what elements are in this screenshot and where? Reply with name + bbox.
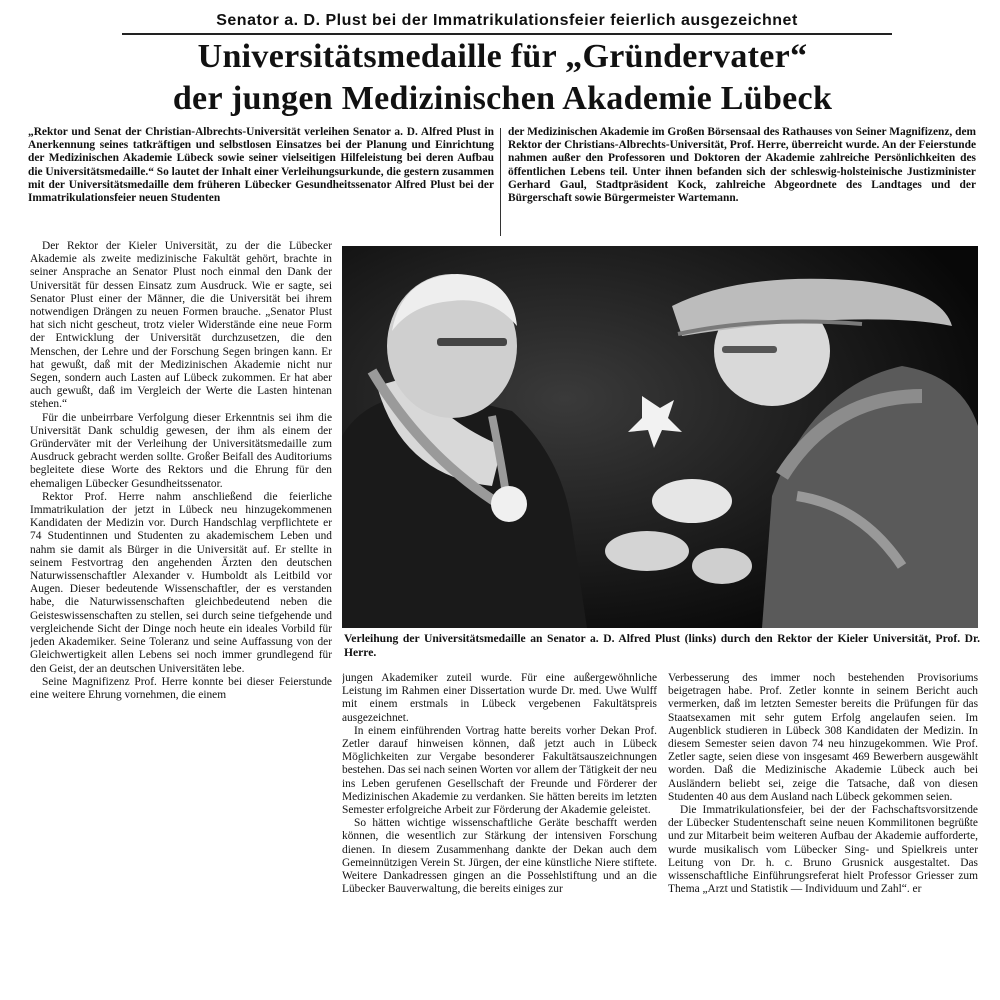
body-paragraph: Verbesserung des immer noch bestehenden Provisoriums beigetragen habe. Prof. Zetler konnte in seinem Bericht auch vermerken, daß im letzten Semester bereits die Prüfungen für das Staatsexamen mit sehr gutem Erfolg angelaufen seien. Im Augenblick studieren in Lübeck 308 Kandidaten der Medizin. In diesem Semester seien davon 74 neu hinzugekommen. Wie Prof. Zetler sagte, seien diese von insgesamt 469 Bewerbern ausgewählt worden. Daß die Medizinische Akademie Lübeck auch bei Ausländern beliebt sei, zeige die Tatsache, daß von diesen Studenten 40 aus dem Ausland nach Lübeck gekommen seien. xyxy=(668,672,978,803)
body-paragraph: Rektor Prof. Herre nahm anschließend die feierliche Immatrikulation der jetzt in Lübeck neu hinzugekommenen Kandidaten der Medizin vor. Durch Handschlag verpflichtete er 74 Studentinnen und Studenten zu akademischem Leben und nahm sie damit als Bürger in die Universität auf. Er stellte in seinem Festvortrag den angehenden Ärzten den deutschen Naturwissenschaftler Alexander v. Humboldt als Leitbild vor Augen. Dieser bedeutende Wissenschaftler, der es verstanden habe, die Naturwissenschaften gleichbedeutend neben die Geisteswissenschaften zu stellen, sei durch seine tiefgehende und vergleichende Sicht der Dinge noch heute ein ideales Vorbild für jeden Akademiker. Seine Toleranz und seine Auffassung von der Gleichwertigkeit allen Lebens sei noch immer grundlegend für den Geist, der an deutschen Universitäten lebe. xyxy=(30,490,332,675)
lead-left-text: „Rektor und Senat der Christian-Albrechts-Universität verleihen Senator a. D. Alfred Plust in Anerkennung seines tatkräftigen und selbstlosen Einsatzes bei der Planung und Einrichtung der Medizinischen Akademie Lübeck sowie seiner vielseitigen Hilfeleistung bei deren Aufbau die Universitätsmedaille.“ So lautet der Inhalt einer Verleihungsurkunde, die gestern zusammen mit der Universitätsmedaille dem früheren Lübecker Gesundheitssenator Alfred Plust bei der Immatrikulationsfeier neuen Studenten xyxy=(28,126,494,205)
headline-line-1: Universitätsmedaille für „Gründervater“ xyxy=(197,38,808,75)
kicker-line: Senator a. D. Plust bei der Immatrikulationsfeier feierlich ausgezeichnet xyxy=(122,9,892,35)
headline xyxy=(20,36,985,120)
body-column-1 xyxy=(30,240,332,992)
body-column-3 xyxy=(668,672,978,994)
photo-caption: Verleihung der Universitätsmedaille an Senator a. D. Alfred Plust (links) durch den Rektor der Kieler Universität, Prof. Dr. Herre. xyxy=(344,632,980,659)
body-paragraph: Seine Magnifizenz Prof. Herre konnte bei dieser Feierstunde eine weitere Ehrung vornehmen, die einem xyxy=(30,675,332,701)
lead-paragraph-left xyxy=(28,126,494,205)
body-paragraph: In einem einführenden Vortrag hatte bereits vorher Dekan Prof. Zetler darauf hinweisen können, daß jetzt auch in Lübeck Möglichkeiten zur Vergabe besonderer Fakultätsauszeichnungen bestehen. Das sei nach seinen Worten vor allem der Tätigkeit der neu ins Leben gerufenen Gesellschaft der Freunde und Förderer der Medizinischen Akademie zu verdanken. Sie hätten bereits im letzten Semester erfolgreiche Arbeit zur Förderung der Akademie geleistet. xyxy=(342,724,657,817)
body-column-2 xyxy=(342,672,657,994)
body-paragraph: Die Immatrikulationsfeier, bei der der Fachschaftsvorsitzende der Lübecker Studentenschaft seine neuen Kommilitonen begrüßte und zur Mitarbeit beim weiteren Aufbau der Akademie aufforderte, wurde musikalisch vom Lübecker Sing- und Spielkreis unter Leitung von Dr. h. c. Bruno Grusnick ausgestaltet. Das wissenschaftliche Einführungsreferat hielt Professor Griesser zum Thema „Arzt und Statistik — Individuum und Zahl“. er xyxy=(668,804,978,896)
lead-right-text: der Medizinischen Akademie im Großen Börsensaal des Rathauses von Seiner Magnifizenz, dem Rektor der Christians-Albrechts-Universität, Prof. Herre, überreicht wurde. An der Feierstunde nahmen außer den Professoren und Doktoren der Akademie zahlreiche Persönlichkeiten des öffentlichen Lebens teil. Unter ihnen befanden sich der schleswig-holsteinische Justizminister Gerhard Gaul, Stadtpräsident Kock, zahlreiche Abgeordnete des Landtages und der Bürgerschaft sowie Bürgermeister Wartemann. xyxy=(508,126,976,205)
headline-line-2: der jungen Medizinischen Akademie Lübeck xyxy=(172,80,833,117)
photo-illustration xyxy=(342,246,978,628)
lead-paragraph-right xyxy=(508,126,976,205)
body-paragraph: Der Rektor der Kieler Universität, zu der die Lübecker Akademie als zweite medizinische Fakultät gehört, brachte in seiner Ansprache an Senator Plust noch einmal den Dank der Universität für dessen Einsatz zum Ausdruck. Wie er sagte, sei Senator Plust einer der Männer, die die Universität bei ihrem notwendigen Drängen zu neuen Formen brauche. „Senator Plust hat sich nicht gescheut, trotz vieler Widerstände eine neue Form der Entwicklung der Universität durchzusetzen, die den Menschen, der Lehre und der Forschung Segen bringen kann. Er hat gewußt, daß mit der Medizinischen Akademie nicht nur Segen, sondern auch Lasten auf Lübeck zukommen. Er hat aber auch gewußt, daß im Vergleich der Werte die Lasten hintenan stehen.“ xyxy=(30,240,332,411)
lead-column-divider xyxy=(500,128,501,236)
body-paragraph: Für die unbeirrbare Verfolgung dieser Erkenntnis sei ihm die Universität Dank schuldig gewesen, der ihm als einem der Gründerväter mit der Verleihung der Universitätsmedaille zum Ausdruck gebracht werden sollte. Großer Beifall des Auditoriums begleitete diese Worte des Rektors und die Ehrung für den ehemaligen Lübecker Gesundheitssenator. xyxy=(30,411,332,490)
body-paragraph: So hätten wichtige wissenschaftliche Geräte beschafft werden können, die wesentlich zur Stärkung der intensiven Forschung dienen. In diesem Zusammenhang dankte der Dekan auch dem Gemeinnützigen Verein St. Jürgen, der eine künstliche Niere stiftete. Weitere Dankadressen gingen an die Possehlstiftung und an die Lübecker Bauverwaltung, die bereits einiges zur xyxy=(342,817,657,896)
news-photo xyxy=(342,246,978,628)
body-paragraph: jungen Akademiker zuteil wurde. Für eine außergewöhnliche Leistung im Rahmen einer Dissertation wurde Dr. med. Uwe Wulff mit einem erstmals in Lübeck vergebenen Fakultätspreis ausgezeichnet. xyxy=(342,672,657,724)
